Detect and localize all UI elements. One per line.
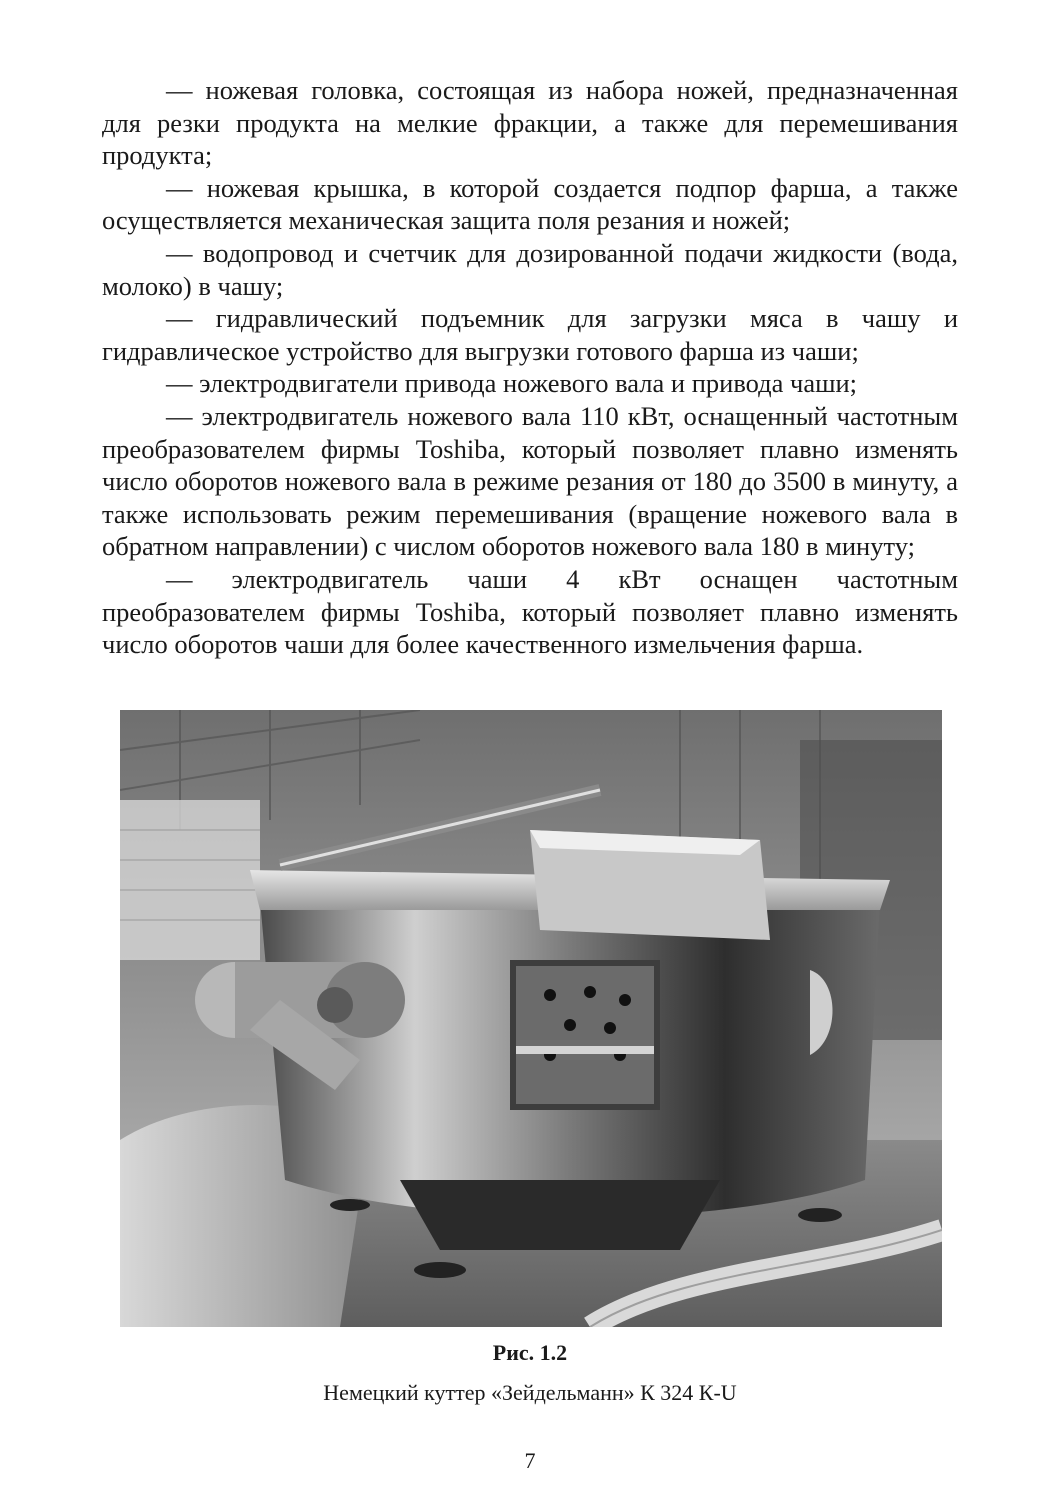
figure-caption: Немецкий куттер «Зейдельманн» К 324 К-U — [323, 1380, 737, 1405]
paragraph-knife-shaft-motor: — электродвигатель ножевого вала 110 кВт, оснащенный частотным преобразователем фирмы Toshiba, который позволяет плавно изменять число оборотов ножевого вала в режиме резания от 180 до 3500 в минуту, а также использовать режим перемешивания (вращение ножевого вала в обратном направлении) с числом оборотов ножевого вала 180 в минуту; — [102, 400, 958, 562]
cutter-photo-illustration — [120, 710, 942, 1327]
body-text — [102, 74, 958, 661]
paragraph-hydraulic-lift: — гидравлический подъемник для загрузки мяса в чашу и гидравлическое устройство для выгрузки готового фарша из чаши; — [102, 303, 958, 366]
paragraph-bowl-motor: — электродвигатель чаши 4 кВт оснащен частотным преобразователем фирмы Toshiba, который позволяет плавно изменять число оборотов чаши для более качественного измельчения фарша. — [102, 563, 958, 660]
page-number: 7 — [524, 1448, 536, 1473]
figure-label: Рис. 1.2 — [492, 1340, 568, 1365]
paragraph-water-supply: — водопровод и счетчик для дозированной подачи жидкости (вода, молоко) в чашу; — [102, 237, 958, 301]
cutter-photo — [120, 710, 942, 1327]
paragraph-knife-head: — ножевая головка, состоящая из набора ножей, предназначенная для резки продукта на мелкие фракции, а также для перемешивания продукта; — [102, 75, 958, 171]
paragraph-knife-cover: — ножевая крышка, в которой создается подпор фарша, а также осуществляется механическая защита поля резания и ножей; — [102, 172, 958, 236]
paragraph-electric-motors: — электродвигатели привода ножевого вала и привода чаши; — [166, 368, 858, 399]
